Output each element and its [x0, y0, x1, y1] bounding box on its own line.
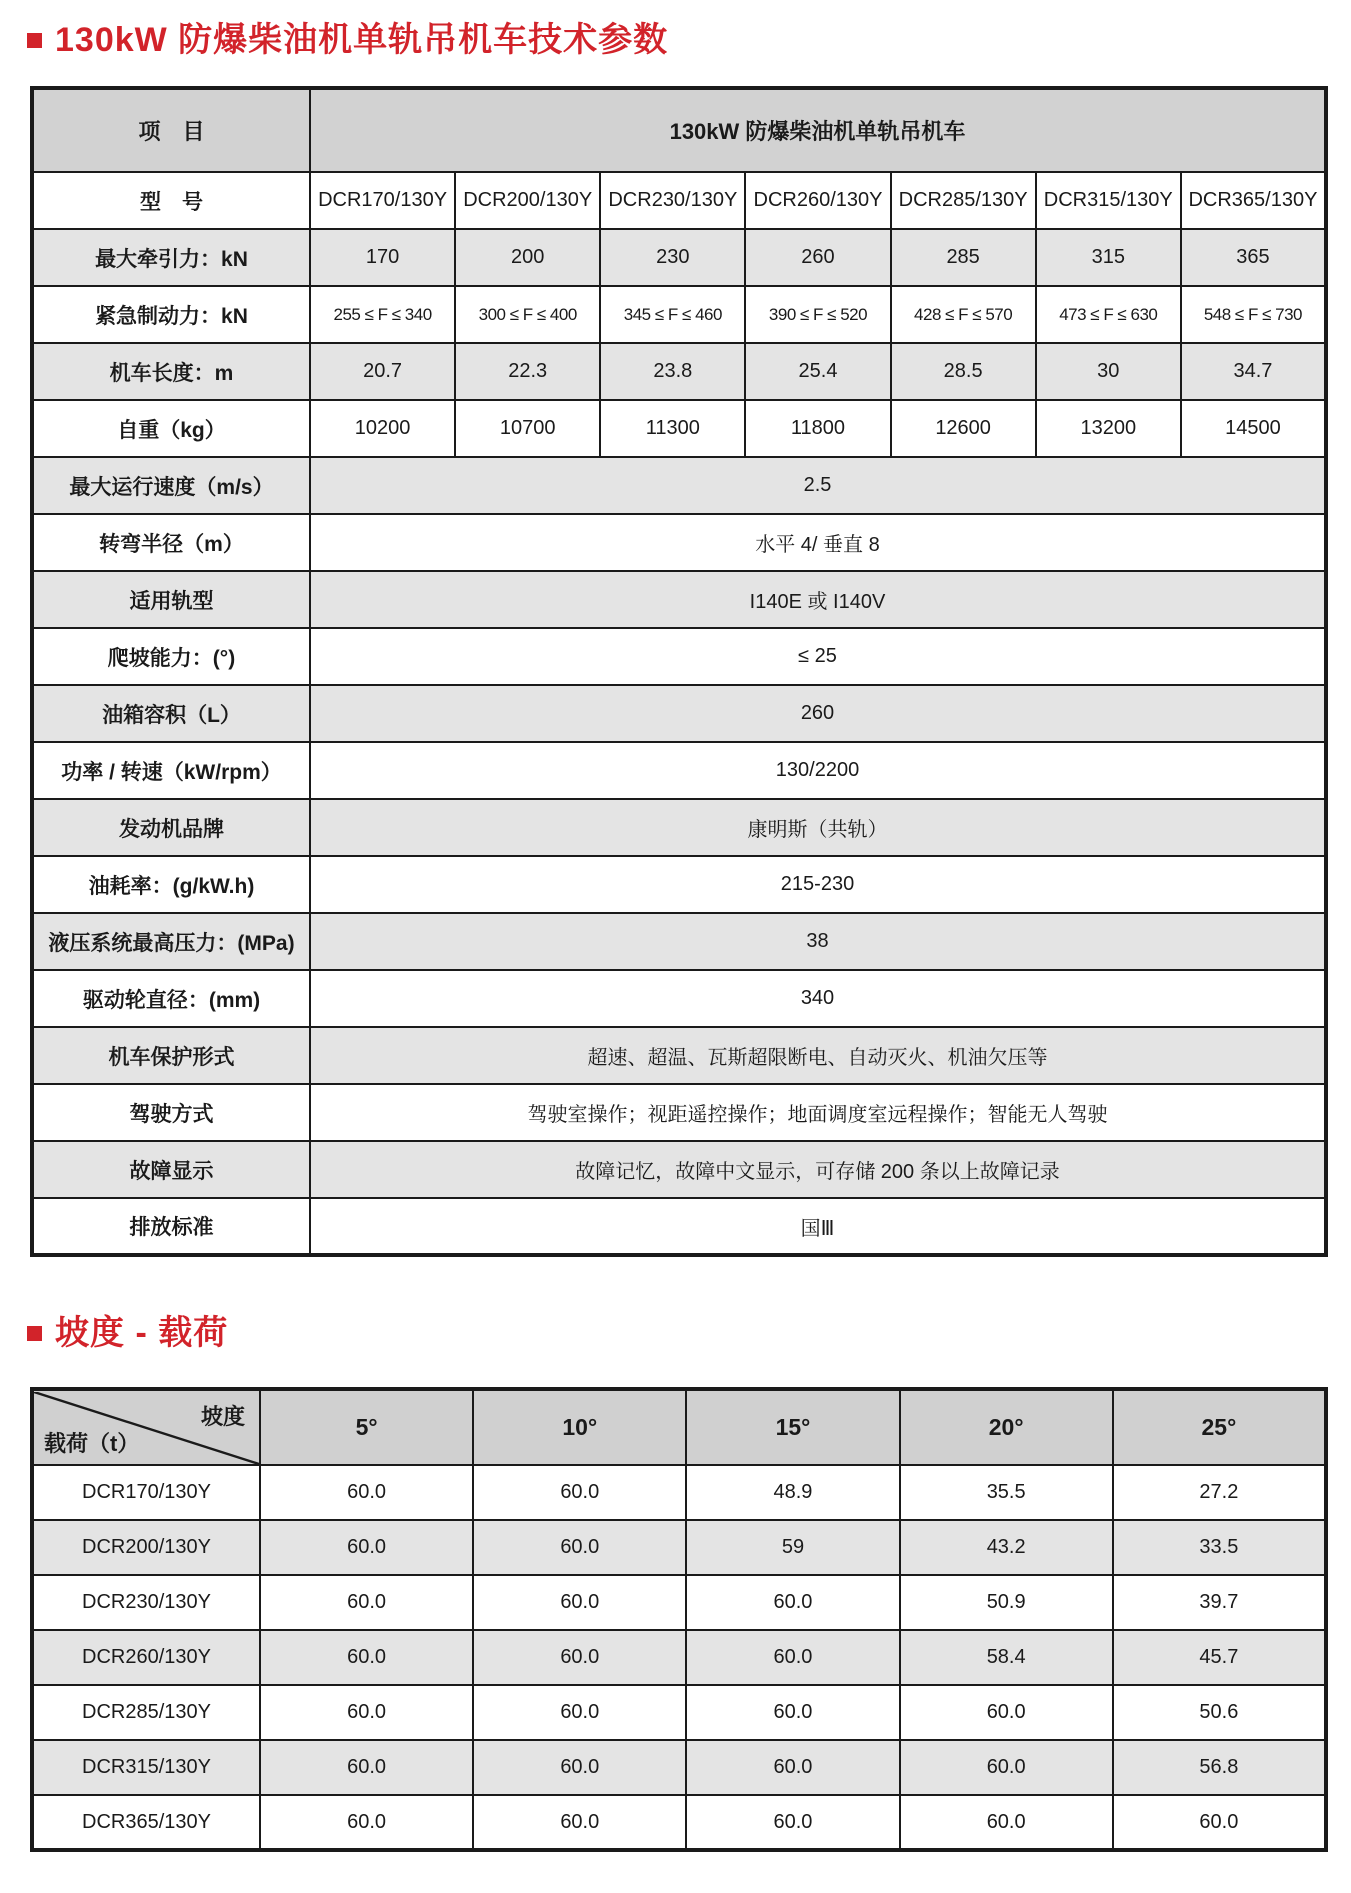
load-cell: 60.0 [686, 1630, 899, 1685]
spec-row-model [32, 172, 1326, 229]
section2-title-text: 坡度 - 载荷 [55, 1314, 229, 1352]
merged-value-cell: 超速、超温、瓦斯超限断电、自动灭火、机油欠压等 [310, 1027, 1326, 1084]
slope-column-header: 5° [260, 1389, 473, 1465]
load-cell: 60.0 [686, 1740, 899, 1795]
spec-row-hydraulic-pressure [32, 913, 1326, 970]
value-cell: 10200 [310, 400, 455, 457]
spec-row-power-rpm [32, 742, 1326, 799]
spec-row-engine-brand [32, 799, 1326, 856]
model-label: DCR285/130Y [32, 1685, 260, 1740]
merged-value-cell: 驾驶室操作；视距遥控操作；地面调度室远程操作；智能无人驾驶 [310, 1084, 1326, 1141]
load-corner-cell [32, 1389, 260, 1465]
row-label: 发动机品牌 [32, 799, 310, 856]
load-cell: 60.0 [473, 1520, 686, 1575]
load-row [32, 1465, 1326, 1520]
load-header-row [32, 1389, 1326, 1465]
model-cell: DCR285/130Y [891, 172, 1036, 229]
merged-value-cell: 水平 4/ 垂直 8 [310, 514, 1326, 571]
spec-row-max-speed [32, 457, 1326, 514]
merged-value-cell: 2.5 [310, 457, 1326, 514]
model-cell: DCR365/130Y [1181, 172, 1326, 229]
load-cell: 60.0 [260, 1740, 473, 1795]
row-label: 功率 / 转速（kW/rpm） [32, 742, 310, 799]
slope-column-header: 20° [900, 1389, 1113, 1465]
load-row [32, 1795, 1326, 1850]
spec-row-weight [32, 400, 1326, 457]
load-row [32, 1630, 1326, 1685]
value-cell: 255 ≤ F ≤ 340 [310, 286, 455, 343]
load-cell: 50.9 [900, 1575, 1113, 1630]
row-label: 驱动轮直径：(mm) [32, 970, 310, 1027]
value-cell: 30 [1036, 343, 1181, 400]
merged-value-cell: 国Ⅲ [310, 1198, 1326, 1255]
value-cell: 25.4 [745, 343, 890, 400]
model-cell: DCR260/130Y [745, 172, 890, 229]
spec-row-driving-mode [32, 1084, 1326, 1141]
spec-header-product-label: 130kW 防爆柴油机单轨吊机车 [310, 88, 1326, 172]
value-cell: 23.8 [600, 343, 745, 400]
load-cell: 60.0 [473, 1795, 686, 1850]
value-cell: 28.5 [891, 343, 1036, 400]
row-label: 驾驶方式 [32, 1084, 310, 1141]
row-label: 排放标准 [32, 1198, 310, 1255]
load-cell: 60.0 [686, 1575, 899, 1630]
row-label: 最大运行速度（m/s） [32, 457, 310, 514]
load-cell: 60.0 [473, 1575, 686, 1630]
load-row [32, 1520, 1326, 1575]
value-cell: 285 [891, 229, 1036, 286]
spec-row-fault-display [32, 1141, 1326, 1198]
spec-row-emission-standard [32, 1198, 1326, 1255]
merged-value-cell: 38 [310, 913, 1326, 970]
model-cell: DCR230/130Y [600, 172, 745, 229]
model-cell: DCR200/130Y [455, 172, 600, 229]
value-cell: 230 [600, 229, 745, 286]
load-cell: 56.8 [1113, 1740, 1326, 1795]
model-label: DCR260/130Y [32, 1630, 260, 1685]
value-cell: 200 [455, 229, 600, 286]
slope-column-header: 15° [686, 1389, 899, 1465]
row-label: 紧急制动力：kN [32, 286, 310, 343]
load-cell: 60.0 [260, 1575, 473, 1630]
row-label: 油耗率：(g/kW.h) [32, 856, 310, 913]
load-cell: 59 [686, 1520, 899, 1575]
row-label: 爬坡能力：(°) [32, 628, 310, 685]
spec-table [30, 86, 1328, 1257]
red-square-bullet [27, 33, 42, 48]
load-row [32, 1685, 1326, 1740]
spec-row-fuel-consumption [32, 856, 1326, 913]
load-cell: 27.2 [1113, 1465, 1326, 1520]
slope-load-table [30, 1387, 1328, 1852]
merged-value-cell: ≤ 25 [310, 628, 1326, 685]
load-cell: 45.7 [1113, 1630, 1326, 1685]
value-cell: 10700 [455, 400, 600, 457]
merged-value-cell: 215-230 [310, 856, 1326, 913]
value-cell: 365 [1181, 229, 1326, 286]
merged-value-cell: 康明斯（共轨） [310, 799, 1326, 856]
spec-row-grade-ability [32, 628, 1326, 685]
load-cell: 39.7 [1113, 1575, 1326, 1630]
load-cell: 60.0 [260, 1795, 473, 1850]
load-cell: 60.0 [260, 1520, 473, 1575]
row-label: 油箱容积（L） [32, 685, 310, 742]
model-cell: DCR170/130Y [310, 172, 455, 229]
row-label: 机车保护形式 [32, 1027, 310, 1084]
load-cell: 33.5 [1113, 1520, 1326, 1575]
spec-row-rail-type [32, 571, 1326, 628]
load-row [32, 1575, 1326, 1630]
load-cell: 60.0 [260, 1465, 473, 1520]
slope-column-header: 10° [473, 1389, 686, 1465]
spec-row-fuel-tank [32, 685, 1326, 742]
value-cell: 14500 [1181, 400, 1326, 457]
load-cell: 60.0 [686, 1795, 899, 1850]
load-cell: 60.0 [260, 1630, 473, 1685]
load-cell: 58.4 [900, 1630, 1113, 1685]
slope-column-header: 25° [1113, 1389, 1326, 1465]
load-cell: 60.0 [900, 1795, 1113, 1850]
row-label: 最大牵引力：kN [32, 229, 310, 286]
spec-row-length [32, 343, 1326, 400]
value-cell: 260 [745, 229, 890, 286]
value-cell: 12600 [891, 400, 1036, 457]
load-row [32, 1740, 1326, 1795]
merged-value-cell: 故障记忆，故障中文显示，可存储 200 条以上故障记录 [310, 1141, 1326, 1198]
spec-header-item-label: 项 目 [32, 88, 310, 172]
load-cell: 60.0 [900, 1685, 1113, 1740]
spec-row-protection [32, 1027, 1326, 1084]
value-cell: 11300 [600, 400, 745, 457]
value-cell: 34.7 [1181, 343, 1326, 400]
value-cell: 548 ≤ F ≤ 730 [1181, 286, 1326, 343]
value-cell: 473 ≤ F ≤ 630 [1036, 286, 1181, 343]
spec-row-emergency-braking [32, 286, 1326, 343]
value-cell: 390 ≤ F ≤ 520 [745, 286, 890, 343]
value-cell: 13200 [1036, 400, 1181, 457]
section1-title [27, 0, 1351, 60]
value-cell: 11800 [745, 400, 890, 457]
load-cell: 43.2 [900, 1520, 1113, 1575]
spec-header-row [32, 88, 1326, 172]
model-label: DCR170/130Y [32, 1465, 260, 1520]
spec-row-drive-wheel-diameter [32, 970, 1326, 1027]
load-cell: 60.0 [260, 1685, 473, 1740]
load-cell: 50.6 [1113, 1685, 1326, 1740]
load-cell: 60.0 [473, 1465, 686, 1520]
spec-row-turn-radius [32, 514, 1326, 571]
model-label: DCR230/130Y [32, 1575, 260, 1630]
row-label: 机车长度：m [32, 343, 310, 400]
load-cell: 60.0 [473, 1740, 686, 1795]
value-cell: 22.3 [455, 343, 600, 400]
row-label: 故障显示 [32, 1141, 310, 1198]
merged-value-cell: 340 [310, 970, 1326, 1027]
model-label: DCR315/130Y [32, 1740, 260, 1795]
red-square-bullet [27, 1326, 42, 1341]
row-label: 型 号 [32, 172, 310, 229]
merged-value-cell: 130/2200 [310, 742, 1326, 799]
load-cell: 60.0 [1113, 1795, 1326, 1850]
load-cell: 60.0 [473, 1685, 686, 1740]
row-label: 自重（kg） [32, 400, 310, 457]
load-cell: 35.5 [900, 1465, 1113, 1520]
value-cell: 20.7 [310, 343, 455, 400]
row-label: 转弯半径（m） [32, 514, 310, 571]
diagonal-split-cell [34, 1392, 259, 1464]
load-cell: 60.0 [473, 1630, 686, 1685]
corner-load-label: 载荷（t） [44, 1430, 140, 1456]
load-cell: 60.0 [686, 1685, 899, 1740]
load-cell: 60.0 [900, 1740, 1113, 1795]
row-label: 液压系统最高压力：(MPa) [32, 913, 310, 970]
load-cell: 48.9 [686, 1465, 899, 1520]
row-label: 适用轨型 [32, 571, 310, 628]
model-label: DCR200/130Y [32, 1520, 260, 1575]
model-cell: DCR315/130Y [1036, 172, 1181, 229]
merged-value-cell: I140E 或 I140V [310, 571, 1326, 628]
spec-row-max-traction [32, 229, 1326, 286]
merged-value-cell: 260 [310, 685, 1326, 742]
value-cell: 300 ≤ F ≤ 400 [455, 286, 600, 343]
value-cell: 170 [310, 229, 455, 286]
section2-title [27, 1313, 1351, 1353]
corner-slope-label: 坡度 [200, 1403, 245, 1429]
section1-title-text: 130kW 防爆柴油机单轨吊机车技术参数 [55, 21, 669, 59]
value-cell: 315 [1036, 229, 1181, 286]
value-cell: 428 ≤ F ≤ 570 [891, 286, 1036, 343]
value-cell: 345 ≤ F ≤ 460 [600, 286, 745, 343]
model-label: DCR365/130Y [32, 1795, 260, 1850]
